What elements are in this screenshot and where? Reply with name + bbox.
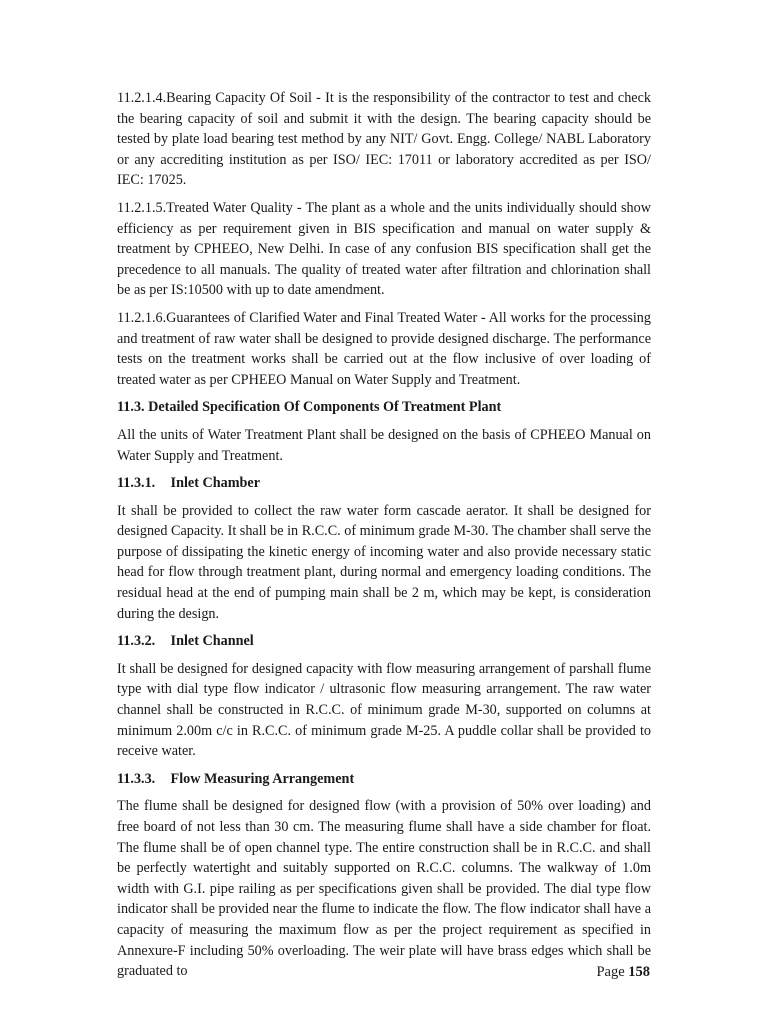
page-label: Page (596, 964, 625, 980)
paragraph-treated-water-quality: 11.2.1.5.Treated Water Quality - The plant as a whole and the units individually should show efficiency as per requirement given in BIS specification and manual on water supply & treatment by CPHEEO, New Delhi. In case of any confusion BIS specification shall get the precedence to all manuals. The quality of treated water after filtration and chlorination shall be as per IS:10500 with up to date amendment. (117, 199, 651, 299)
paragraph-inlet-channel: It shall be designed for designed capacity with flow measuring arrangement of parshall flume type with dial type flow indicator / ultrasonic flow measuring arrangement. The raw water channel shall be constructed in R.C.C. of minimum grade M-30, supported on columns at minimum 2.00m c/c in R.C.C. of minimum grade M-25. A puddle collar shall be provided to receive water. (117, 660, 651, 760)
page-footer (596, 964, 650, 981)
section-heading-inlet-chamber (117, 473, 651, 494)
section-heading-flow-measuring (117, 769, 651, 790)
section-heading-inlet-channel (117, 631, 651, 652)
section-title: Inlet Channel (170, 633, 254, 650)
paragraph-guarantees: 11.2.1.6.Guarantees of Clarified Water and Final Treated Water - All works for the processing and treatment of raw water shall be designed to provide designed discharge. The performance tests on the treatment works shall be carried out at the flow inclusive of over loading of treated water as per CPHEEO Manual on Water Supply and Treatment. (117, 309, 651, 388)
section-number: 11.3.1. (117, 475, 156, 492)
page-number: 158 (628, 964, 650, 980)
document-body (117, 88, 651, 989)
section-number: 11.3.2. (117, 633, 156, 650)
section-number: 11.3.3. (117, 770, 156, 787)
section-title: Inlet Chamber (170, 475, 261, 492)
paragraph-bearing-capacity: 11.2.1.4.Bearing Capacity Of Soil - It is the responsibility of the contractor to test and check the bearing capacity of soil and submit it with the design. The bearing capacity should be tested by plate load bearing test method by any NIT/ Govt. Engg. College/ NABL Laboratory or any accrediting institution as per ISO/ IEC: 17011 or laboratory accredited as per ISO/ IEC: 17025. (117, 90, 651, 189)
paragraph-inlet-chamber: It shall be provided to collect the raw water form cascade aerator. It shall be designed for designed Capacity. It shall be in R.C.C. of minimum grade M-30. The chamber shall serve the purpose of dissipating the kinetic energy of incoming water and also provide necessary static head for flow through treatment plant, during normal and emergency loading conditions. The residual head at the end of pumping main shall be 2 m, which may be kept, is consideration during the design. (117, 502, 651, 622)
paragraph-flow-measuring: The flume shall be designed for designed flow (with a provision of 50% over loading) and free board of not less than 30 cm. The measuring flume shall have a side chamber for float. The flume shall be of open channel type. The entire construction shall be in R.C.C. and shall be perfectly watertight and suitably supported on R.C.C. columns. The walkway of 1.0m width with G.I. pipe railing as per specifications given shall be provided. The dial type flow indicator shall be provided near the flume to indicate the flow. The flow indicator shall have a capacity of measuring the maximum flow as per the project requirement as specified in Annexure-F including 50% overloading. The weir plate will have brass edges which shall be graduated to (117, 798, 651, 980)
section-heading-detailed-specification: 11.3. Detailed Specification Of Components Of Treatment Plant (117, 399, 502, 416)
section-title: Flow Measuring Arrangement (170, 770, 355, 787)
paragraph-units-design-basis: All the units of Water Treatment Plant shall be designed on the basis of CPHEEO Manual on Water Supply and Treatment. (117, 426, 651, 464)
